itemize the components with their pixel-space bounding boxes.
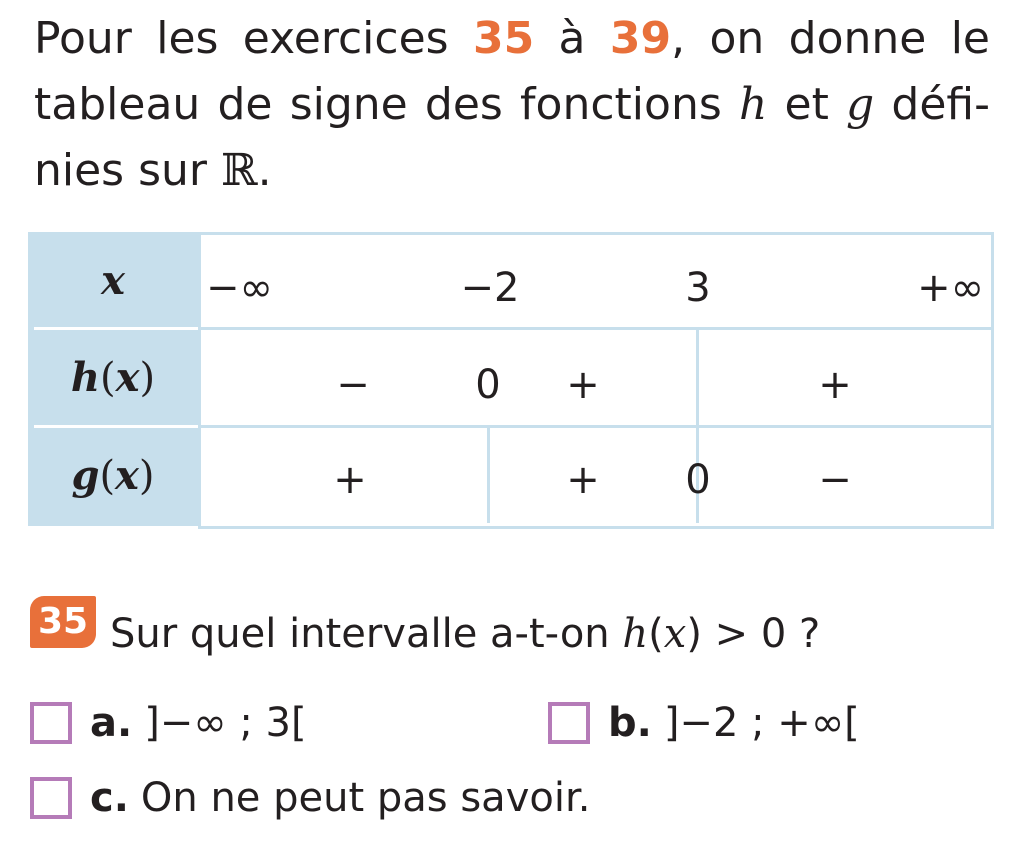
intro-text-1: Pour les exercices [34, 13, 473, 64]
question-text: Sur quel intervalle a-t-on h(x) > 0 ? [110, 611, 821, 657]
intro-text-2: à [534, 13, 610, 64]
sign-table [28, 232, 991, 526]
real-numbers-symbol: ℝ [220, 145, 258, 196]
option-text: ]−2 ; +∞[ [663, 700, 860, 746]
x-value-minus-2: −2 [460, 265, 520, 311]
option-letter: b. [608, 700, 652, 746]
h-sign-2: + [566, 362, 600, 408]
intro-text-5: définies sur [34, 79, 991, 196]
option-letter: c. [90, 775, 129, 821]
checkbox-c[interactable] [30, 777, 72, 819]
function-h: h [738, 79, 768, 130]
option-text: On ne peut pas savoir. [140, 775, 591, 821]
g-sign-1: + [333, 457, 367, 503]
row-header-g: g ( x ) [71, 452, 155, 499]
exercise-start-number: 35 [472, 13, 535, 64]
function-g: g [846, 79, 875, 130]
x-value-minus-infinity: −∞ [206, 265, 273, 311]
option-text: ]−∞ ; 3[ [144, 700, 307, 746]
g-zero: 0 [685, 457, 711, 503]
x-value-plus-infinity: +∞ [917, 265, 984, 311]
row-divider [198, 425, 991, 428]
checkbox-b[interactable] [548, 702, 590, 744]
intro-paragraph [34, 6, 990, 204]
row-divider [198, 327, 991, 330]
g-sign-3: − [818, 457, 852, 503]
option-letter: a. [90, 700, 133, 746]
intro-text-3: , on donne le tableau de signe des fonctions [34, 13, 990, 130]
h-sign-1: − [336, 362, 370, 408]
g-sign-2: + [566, 457, 600, 503]
x-value-3: 3 [685, 265, 711, 311]
h-zero: 0 [475, 362, 501, 408]
exercise-end-number: 39 [609, 13, 672, 64]
intro-text-6: . [257, 145, 272, 196]
option-a[interactable] [30, 698, 307, 748]
row-header-h: h ( x ) [70, 354, 156, 401]
question-number-badge: 35 [30, 596, 96, 648]
row-header-x: x [101, 257, 125, 304]
option-c[interactable] [30, 773, 590, 823]
intro-text-4: et [767, 79, 847, 130]
column-divider-minus-2 [487, 425, 490, 523]
h-sign-3: + [818, 362, 852, 408]
option-b[interactable] [548, 698, 860, 748]
checkbox-a[interactable] [30, 702, 72, 744]
